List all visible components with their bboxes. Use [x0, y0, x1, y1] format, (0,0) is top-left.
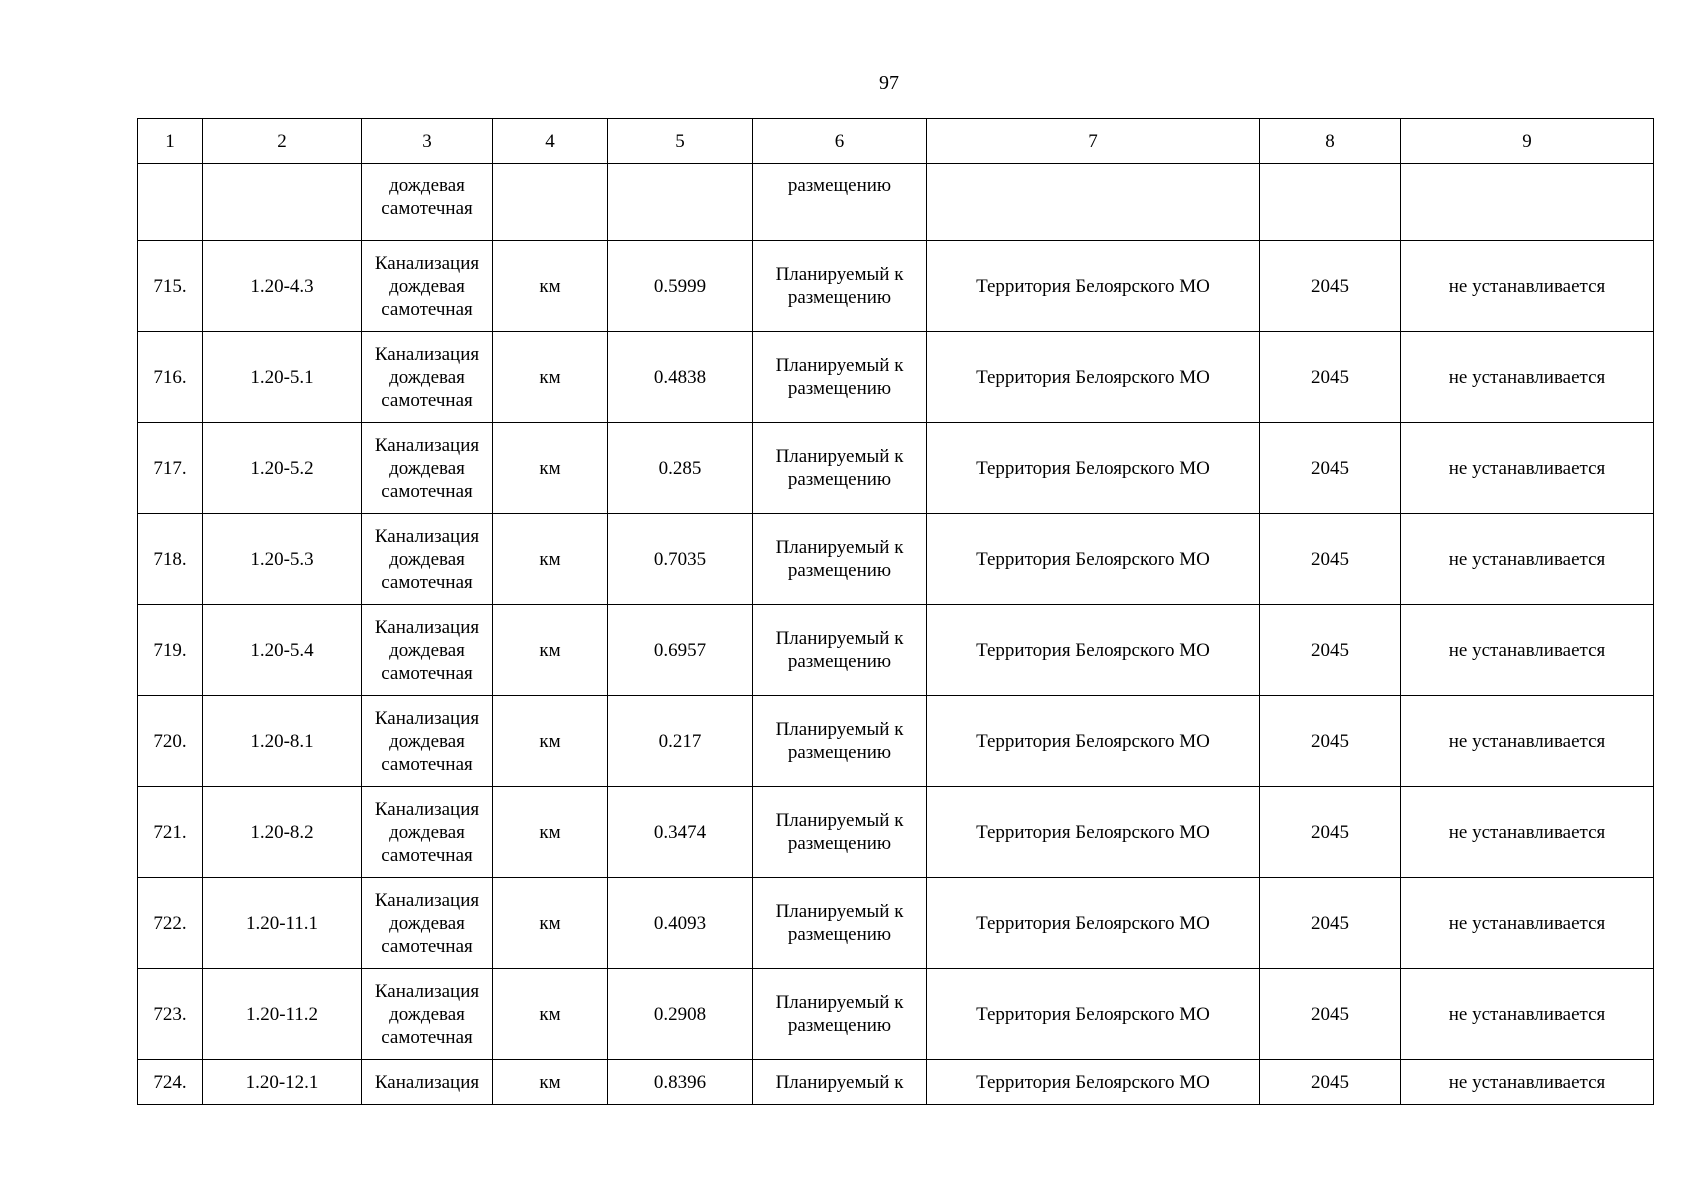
unit-cell: км: [493, 969, 608, 1060]
object-code-cell: 1.20-8.2: [203, 787, 362, 878]
table-row: [138, 605, 1654, 696]
object-code-cell: 1.20-5.1: [203, 332, 362, 423]
location-cell: [927, 164, 1260, 241]
location-cell: Территория Белоярского МО: [927, 696, 1260, 787]
year-cell: 2045: [1260, 878, 1401, 969]
column-number-cell: 4: [493, 119, 608, 164]
object-code-cell: 1.20-5.3: [203, 514, 362, 605]
length-value-cell: 0.5999: [608, 241, 753, 332]
status-cell: Планируемый к размещению: [753, 969, 927, 1060]
row-number-cell: 715.: [138, 241, 203, 332]
row-number-cell: 724.: [138, 1060, 203, 1105]
length-value-cell: 0.4093: [608, 878, 753, 969]
zone-cell: не устанавливается: [1401, 605, 1654, 696]
object-code-cell: 1.20-11.2: [203, 969, 362, 1060]
object-code-cell: 1.20-11.1: [203, 878, 362, 969]
length-value-cell: 0.285: [608, 423, 753, 514]
object-code-cell: 1.20-4.3: [203, 241, 362, 332]
location-cell: Территория Белоярского МО: [927, 241, 1260, 332]
location-cell: Территория Белоярского МО: [927, 787, 1260, 878]
status-cell: Планируемый к размещению: [753, 423, 927, 514]
object-name-cell: Канализация дождевая самотечная: [362, 878, 493, 969]
object-name-cell: Канализация: [362, 1060, 493, 1105]
unit-cell: км: [493, 514, 608, 605]
object-name-cell: Канализация дождевая самотечная: [362, 969, 493, 1060]
table-row: [138, 423, 1654, 514]
zone-cell: не устанавливается: [1401, 696, 1654, 787]
year-cell: [1260, 164, 1401, 241]
location-cell: Территория Белоярского МО: [927, 423, 1260, 514]
object-name-cell: Канализация дождевая самотечная: [362, 696, 493, 787]
year-cell: 2045: [1260, 605, 1401, 696]
object-name-cell: дождевая самотечная: [362, 164, 493, 241]
object-code-cell: 1.20-12.1: [203, 1060, 362, 1105]
table-row: [138, 969, 1654, 1060]
status-cell: размещению: [753, 164, 927, 241]
status-cell: Планируемый к размещению: [753, 787, 927, 878]
object-name-cell: Канализация дождевая самотечная: [362, 241, 493, 332]
zone-cell: не устанавливается: [1401, 423, 1654, 514]
status-cell: Планируемый к размещению: [753, 241, 927, 332]
column-number-cell: 8: [1260, 119, 1401, 164]
status-cell: Планируемый к размещению: [753, 878, 927, 969]
year-cell: 2045: [1260, 1060, 1401, 1105]
length-value-cell: 0.7035: [608, 514, 753, 605]
length-value-cell: [608, 164, 753, 241]
location-cell: Территория Белоярского МО: [927, 878, 1260, 969]
table-row: [138, 1060, 1654, 1105]
year-cell: 2045: [1260, 332, 1401, 423]
column-number-cell: 9: [1401, 119, 1654, 164]
table-header-row: [138, 119, 1654, 164]
zone-cell: не устанавливается: [1401, 878, 1654, 969]
year-cell: 2045: [1260, 514, 1401, 605]
zone-cell: не устанавливается: [1401, 514, 1654, 605]
row-number-cell: 720.: [138, 696, 203, 787]
table-row: [138, 332, 1654, 423]
table-row: [138, 696, 1654, 787]
row-number-cell: 716.: [138, 332, 203, 423]
row-number-cell: 723.: [138, 969, 203, 1060]
location-cell: Территория Белоярского МО: [927, 969, 1260, 1060]
row-number-cell: 717.: [138, 423, 203, 514]
object-code-cell: 1.20-5.4: [203, 605, 362, 696]
object-name-cell: Канализация дождевая самотечная: [362, 332, 493, 423]
row-number-cell: 722.: [138, 878, 203, 969]
length-value-cell: 0.217: [608, 696, 753, 787]
object-name-cell: Канализация дождевая самотечная: [362, 605, 493, 696]
object-name-cell: Канализация дождевая самотечная: [362, 787, 493, 878]
unit-cell: км: [493, 878, 608, 969]
column-number-cell: 1: [138, 119, 203, 164]
status-cell: Планируемый к размещению: [753, 332, 927, 423]
zone-cell: не устанавливается: [1401, 241, 1654, 332]
unit-cell: км: [493, 1060, 608, 1105]
unit-cell: [493, 164, 608, 241]
length-value-cell: 0.3474: [608, 787, 753, 878]
page-number: 97: [879, 72, 899, 94]
length-value-cell: 0.8396: [608, 1060, 753, 1105]
year-cell: 2045: [1260, 241, 1401, 332]
length-value-cell: 0.4838: [608, 332, 753, 423]
location-cell: Территория Белоярского МО: [927, 605, 1260, 696]
zone-cell: не устанавливается: [1401, 787, 1654, 878]
status-cell: Планируемый к размещению: [753, 514, 927, 605]
location-cell: Территория Белоярского МО: [927, 332, 1260, 423]
row-number-cell: [138, 164, 203, 241]
object-name-cell: Канализация дождевая самотечная: [362, 423, 493, 514]
unit-cell: км: [493, 332, 608, 423]
unit-cell: км: [493, 241, 608, 332]
zone-cell: не устанавливается: [1401, 969, 1654, 1060]
unit-cell: км: [493, 787, 608, 878]
unit-cell: км: [493, 605, 608, 696]
object-code-cell: [203, 164, 362, 241]
zone-cell: не устанавливается: [1401, 332, 1654, 423]
unit-cell: км: [493, 423, 608, 514]
status-cell: Планируемый к размещению: [753, 696, 927, 787]
status-cell: Планируемый к: [753, 1060, 927, 1105]
column-number-cell: 5: [608, 119, 753, 164]
column-number-cell: 6: [753, 119, 927, 164]
row-number-cell: 721.: [138, 787, 203, 878]
continuation-row: [138, 164, 1654, 241]
length-value-cell: 0.6957: [608, 605, 753, 696]
table-row: [138, 241, 1654, 332]
object-name-cell: Канализация дождевая самотечная: [362, 514, 493, 605]
year-cell: 2045: [1260, 969, 1401, 1060]
column-number-cell: 3: [362, 119, 493, 164]
column-number-cell: 2: [203, 119, 362, 164]
year-cell: 2045: [1260, 423, 1401, 514]
zone-cell: [1401, 164, 1654, 241]
zone-cell: не устанавливается: [1401, 1060, 1654, 1105]
location-cell: Территория Белоярского МО: [927, 1060, 1260, 1105]
location-cell: Территория Белоярского МО: [927, 514, 1260, 605]
status-cell: Планируемый к размещению: [753, 605, 927, 696]
year-cell: 2045: [1260, 787, 1401, 878]
length-value-cell: 0.2908: [608, 969, 753, 1060]
object-code-cell: 1.20-5.2: [203, 423, 362, 514]
year-cell: 2045: [1260, 696, 1401, 787]
table-row: [138, 878, 1654, 969]
table-row: [138, 514, 1654, 605]
column-number-cell: 7: [927, 119, 1260, 164]
row-number-cell: 719.: [138, 605, 203, 696]
object-code-cell: 1.20-8.1: [203, 696, 362, 787]
unit-cell: км: [493, 696, 608, 787]
data-table: [137, 118, 1654, 1105]
row-number-cell: 718.: [138, 514, 203, 605]
table-row: [138, 787, 1654, 878]
